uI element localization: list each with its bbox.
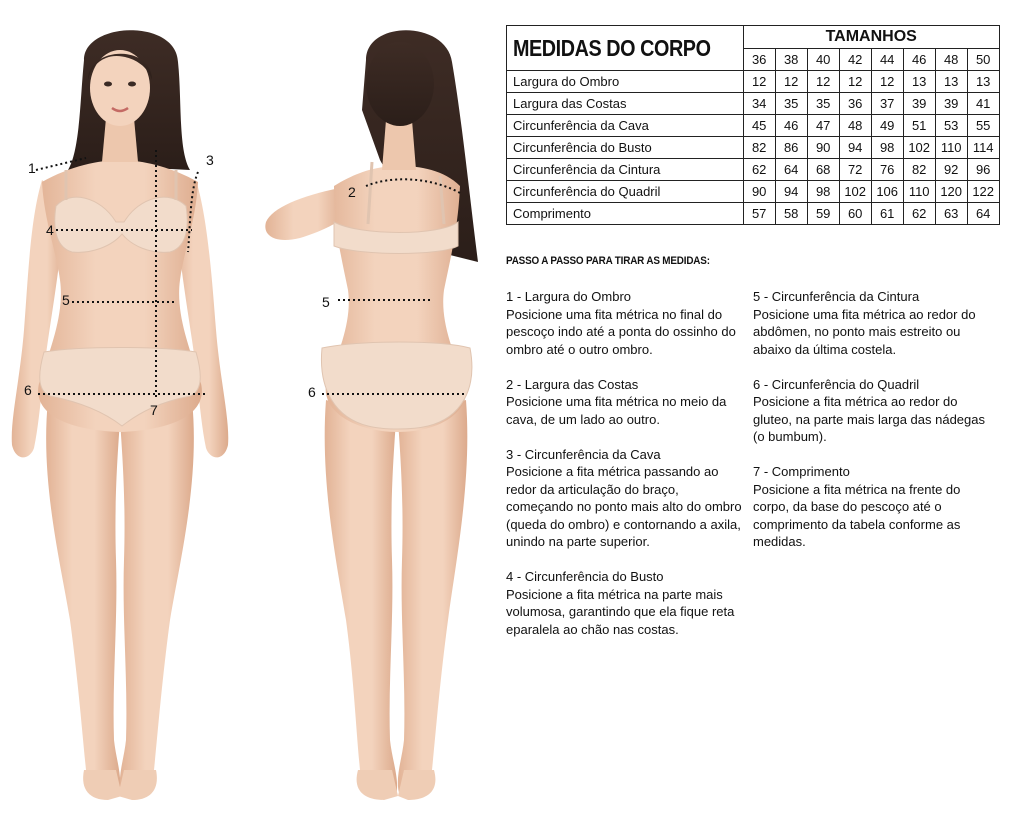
table-cell: 98 bbox=[871, 137, 903, 159]
table-cell: 92 bbox=[935, 159, 967, 181]
instruction-step-title: 7 - Comprimento bbox=[753, 464, 850, 479]
instructions-column-left bbox=[506, 288, 742, 656]
table-cell: 72 bbox=[839, 159, 871, 181]
table-cell: 82 bbox=[903, 159, 935, 181]
table-cell: 53 bbox=[935, 115, 967, 137]
table-cell: 58 bbox=[775, 203, 807, 225]
instruction-step bbox=[506, 446, 742, 551]
marker-back-6-label: 6 bbox=[308, 384, 316, 400]
table-cell: 94 bbox=[775, 181, 807, 203]
front-figure bbox=[12, 30, 229, 800]
table-cell: 41 bbox=[967, 93, 999, 115]
table-row bbox=[507, 93, 1000, 115]
table-cell: 12 bbox=[839, 71, 871, 93]
instruction-step-title: 5 - Circunferência da Cintura bbox=[753, 289, 920, 304]
table-cell: 51 bbox=[903, 115, 935, 137]
instruction-step-text: Posicione uma fita métrica no meio da cava, de um lado ao outro. bbox=[506, 394, 727, 427]
instruction-step-title: 6 - Circunferência do Quadril bbox=[753, 376, 920, 392]
back-neck bbox=[382, 120, 416, 170]
instruction-step bbox=[753, 463, 985, 551]
table-cell: 12 bbox=[871, 71, 903, 93]
table-cell: 39 bbox=[935, 93, 967, 115]
table-cell: 57 bbox=[743, 203, 775, 225]
marker-back-5-label: 5 bbox=[322, 294, 330, 310]
table-cell: 63 bbox=[935, 203, 967, 225]
table-cell: 34 bbox=[743, 93, 775, 115]
table-cell: 114 bbox=[967, 137, 999, 159]
table-cell: 76 bbox=[871, 159, 903, 181]
table-row bbox=[507, 159, 1000, 181]
table-cell: 47 bbox=[807, 115, 839, 137]
table-cell: 98 bbox=[807, 181, 839, 203]
instructions-heading bbox=[506, 255, 732, 267]
body-figures bbox=[0, 0, 500, 827]
instruction-step-text: Posicione uma fita métrica ao redor do abdômen, no ponto mais estreito ou abaixo da última costela. bbox=[753, 306, 976, 357]
table-cell: 120 bbox=[935, 181, 967, 203]
marker-5-label: 5 bbox=[62, 292, 70, 308]
back-figure bbox=[265, 30, 478, 800]
table-cell: 102 bbox=[839, 181, 871, 203]
marker-4-label: 4 bbox=[46, 222, 54, 238]
instruction-step bbox=[506, 288, 742, 358]
table-cell: 86 bbox=[775, 137, 807, 159]
table-cell: 36 bbox=[839, 93, 871, 115]
instruction-step-title: 3 - Circunferência da Cava bbox=[506, 446, 661, 462]
back-left-leg bbox=[325, 400, 397, 797]
table-body bbox=[507, 71, 1000, 225]
instruction-step-text: Posicione a fita métrica ao redor do gluteo, na parte mais larga das nádegas (o bumbum). bbox=[753, 394, 985, 444]
instruction-step bbox=[753, 288, 985, 358]
table-row bbox=[507, 115, 1000, 137]
table-cell: 62 bbox=[743, 159, 775, 181]
size-header-cell: 46 bbox=[903, 49, 935, 71]
table-cell: 13 bbox=[967, 71, 999, 93]
size-header-cell: 36 bbox=[743, 49, 775, 71]
table-row bbox=[507, 181, 1000, 203]
marker-1-label: 1 bbox=[28, 160, 36, 176]
table-cell: 82 bbox=[743, 137, 775, 159]
front-left-leg bbox=[46, 400, 120, 797]
table-cell: 110 bbox=[935, 137, 967, 159]
table-row bbox=[507, 71, 1000, 93]
table-cell: 48 bbox=[839, 115, 871, 137]
marker-3-label: 3 bbox=[206, 152, 214, 168]
table-cell: 60 bbox=[839, 203, 871, 225]
table-cell: 59 bbox=[807, 203, 839, 225]
back-head bbox=[366, 42, 434, 126]
table-header-row bbox=[507, 26, 1000, 49]
back-left-foot bbox=[357, 770, 398, 800]
size-header-cell: 48 bbox=[935, 49, 967, 71]
table-cell: 106 bbox=[871, 181, 903, 203]
size-header-cell: 42 bbox=[839, 49, 871, 71]
instructions-column-right bbox=[753, 288, 985, 568]
size-header-cell: 44 bbox=[871, 49, 903, 71]
instruction-step-title: 1 - Largura do Ombro bbox=[506, 289, 632, 304]
table-cell: 62 bbox=[903, 203, 935, 225]
row-label: Circunferência do Busto bbox=[507, 137, 744, 159]
table-cell: 90 bbox=[743, 181, 775, 203]
instruction-step-text: Posicione a fita métrica passando ao redor da articulação do braço, começando no ponto mais alto do ombro (queda do ombro) e contornando a axila, unindo na parte superior. bbox=[506, 464, 742, 549]
instruction-step-text: Posicione uma fita métrica no final do pescoço indo até a ponta do ossinho do ombro até o outro ombro. bbox=[506, 306, 736, 357]
table-cell: 12 bbox=[775, 71, 807, 93]
table-cell: 61 bbox=[871, 203, 903, 225]
front-left-eye bbox=[104, 82, 112, 87]
marker-7-label: 7 bbox=[150, 402, 158, 418]
table-row bbox=[507, 137, 1000, 159]
table-cell: 64 bbox=[967, 203, 999, 225]
instruction-step bbox=[506, 376, 742, 429]
size-header-cell: 50 bbox=[967, 49, 999, 71]
table-cell: 90 bbox=[807, 137, 839, 159]
instruction-step-title: 4 - Circunferência do Busto bbox=[506, 569, 664, 584]
table-cell: 94 bbox=[839, 137, 871, 159]
size-table bbox=[506, 25, 1000, 225]
instructions-heading-text: PASSO A PASSO PARA TIRAR AS MEDIDAS: bbox=[506, 255, 710, 267]
table-cell: 122 bbox=[967, 181, 999, 203]
table-cell: 68 bbox=[807, 159, 839, 181]
table-cell: 102 bbox=[903, 137, 935, 159]
back-right-foot bbox=[398, 770, 435, 800]
table-cell: 35 bbox=[807, 93, 839, 115]
table-row bbox=[507, 203, 1000, 225]
instruction-step-text: Posicione a fita métrica na frente do corpo, da base do pescoço até o comprimento da tabela conforme as medidas. bbox=[753, 481, 961, 549]
instruction-step-title: 2 - Largura das Costas bbox=[506, 376, 639, 392]
instruction-step bbox=[753, 376, 985, 446]
row-label: Circunferência do Quadril bbox=[507, 181, 744, 203]
marker-2-label: 2 bbox=[348, 184, 356, 200]
table-cell: 96 bbox=[967, 159, 999, 181]
table-title: MEDIDAS DO CORPO bbox=[513, 34, 711, 61]
front-right-eye bbox=[128, 82, 136, 87]
table-cell: 49 bbox=[871, 115, 903, 137]
table-cell: 13 bbox=[935, 71, 967, 93]
row-label: Circunferência da Cintura bbox=[507, 159, 744, 181]
row-label: Comprimento bbox=[507, 203, 744, 225]
sizes-header: TAMANHOS bbox=[743, 26, 999, 49]
table-cell: 37 bbox=[871, 93, 903, 115]
table-cell: 64 bbox=[775, 159, 807, 181]
table-cell: 55 bbox=[967, 115, 999, 137]
table-cell: 12 bbox=[743, 71, 775, 93]
table-cell: 39 bbox=[903, 93, 935, 115]
table-cell: 35 bbox=[775, 93, 807, 115]
instruction-step-text: Posicione a fita métrica na parte mais volumosa, garantindo que ela fique reta eparalela ao chão nas costas. bbox=[506, 586, 735, 637]
table-cell: 13 bbox=[903, 71, 935, 93]
table-cell: 12 bbox=[807, 71, 839, 93]
marker-6-label: 6 bbox=[24, 382, 32, 398]
table-cell: 110 bbox=[903, 181, 935, 203]
instruction-step bbox=[506, 568, 742, 638]
front-right-leg bbox=[120, 400, 194, 797]
size-header-cell: 38 bbox=[775, 49, 807, 71]
back-right-leg bbox=[398, 400, 468, 797]
figures-illustration bbox=[0, 0, 500, 827]
size-header-cell: 40 bbox=[807, 49, 839, 71]
table-cell: 45 bbox=[743, 115, 775, 137]
row-label: Circunferência da Cava bbox=[507, 115, 744, 137]
table-cell: 46 bbox=[775, 115, 807, 137]
table-title-cell bbox=[507, 26, 744, 71]
front-left-foot bbox=[83, 770, 122, 800]
row-label: Largura das Costas bbox=[507, 93, 744, 115]
row-label: Largura do Ombro bbox=[507, 71, 744, 93]
front-right-foot bbox=[118, 770, 157, 800]
